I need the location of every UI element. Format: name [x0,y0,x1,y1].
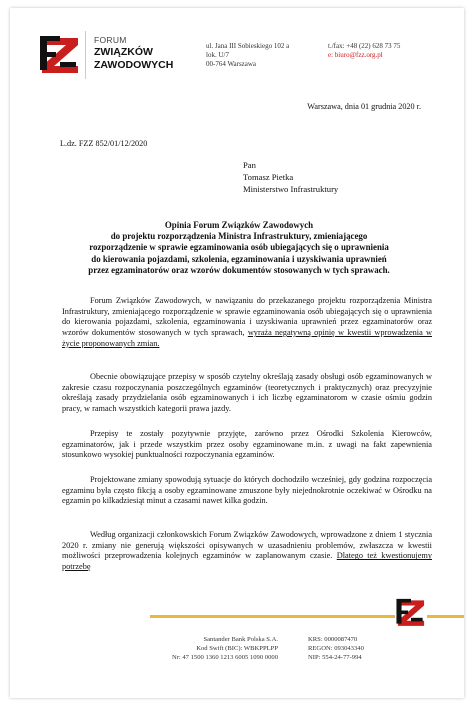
letter-date: Warszawa, dnia 01 grudnia 2020 r. [307,102,421,111]
krs-number: KRS: 0000087470 [308,636,358,643]
paragraph-text: Forum Związków Zawodowych, w nawiązaniu do przekazanego projektu rozporządzenia Ministra Infrastruktury, zmieniającego rozporządzenie w sprawie egzaminowania osób ubiegających się o uprawnienia do kierowania pojazdami, szkolenia, egzaminowania i uzyskiwania uprawnień przez egzaminatorów oraz wzorów dokumentów stosowanych w tych sprawach, [62,296,432,338]
address-line-2: lok. U/7 [206,51,229,59]
fzz-logo [38,32,82,76]
title-line: do projektu rozporządzenia Ministra Infrastruktury, zmieniającego [110,231,368,242]
org-name-line2: ZAWODOWYCH [94,59,174,71]
paragraph-text: Według organizacji członkowskich Forum Związków Zawodowych, wprowadzone z dniem 1 stycznia 2020 r. zmiany nie generują większości opisywanych w uzasadnieniu problemów, zwłaszcza w kwestii możliwości przeprowadzenia kolejnych egzaminów w zaplanowanym czasie. [62,530,432,561]
body-paragraph [62,296,432,350]
bank-name: Santander Bank Polska S.A. [203,636,278,643]
underlined-statement: Dlatego też kwestionujemy potrzebę [62,551,433,572]
letter-page [10,8,464,698]
bank-swift: Kod Swift (BIC): WBKPPLPP [196,645,278,652]
body-paragraph [62,429,432,461]
reference-number: L.dz. FZZ 852/01/12/2020 [60,139,148,148]
paragraph-text: Projektowane zmiany spowodują sytuacje do których dochodziło wcześniej, gdy godzina rozpoczęcia egzaminu była często fikcją a osoby egzaminowane zmuszone były niejednokrotnie oczekiwać w Ośrodku na egzamin po kilkadziesiąt minut a czasami nawet kilka godzin. [62,475,432,506]
paragraph-text: Przepisy te zostały pozytywnie przyjęte, zarówno przez Ośrodki Szkolenia Kierowców, egzaminatorów, jak i przede wszystkim przez osoby egzaminowane m.in. z uwagi na fakt zapewnienia stosunkowo wysokiej punktualności rozpoczynania egzaminów. [62,429,432,460]
recipient-name: Tomasz Pietka [243,172,294,182]
recipient-salutation: Pan [243,160,256,170]
email-link[interactable]: e: biuro@fzz.org.pl [328,51,383,59]
document-title [48,220,430,276]
nip-number: NIP: 554-24-77-994 [308,654,362,661]
org-forum-label: FORUM [94,35,127,45]
title-line: przez egzaminatorów oraz wzorów dokumentów stosowanych w tych sprawach. [88,264,390,275]
recipient-institution: Ministerstwo Infrastruktury [243,184,339,194]
body-paragraph [62,372,432,415]
title-line: rozporządzenie w sprawie egzaminowania osób ubiegających się o uprawnienia [89,242,389,253]
header-divider [85,31,86,79]
paragraph-text: Obecnie obowiązujące przepisy w sposób czytelny określają zasady obsługi osób egzaminowanych w zakresie czasu rozpoczynania poszczególnych egzaminów (teoretycznych i praktycznych) oraz precyzyjnie określają zasady przydzielania osób egzaminowanych i ich liczbę egzaminatorom w czasie ośmiu godzin pracy, w ramach wszystkich kategorii prawa jazdy. [62,372,432,414]
title-line: Opinia Forum Związków Zawodowych [164,220,314,230]
body-paragraph [62,475,432,507]
org-name-line1: ZWIĄZKÓW [94,46,153,58]
body-paragraph [62,530,432,573]
bank-account: Nr: 47 1500 1360 1213 6005 1090 0000 [171,654,278,661]
title-line: do kierowania pojazdami, szkolenia, egzaminowania i uzyskiwania uprawnień [91,253,387,264]
footer-fzz-logo [394,596,428,628]
address-line-3: 00-764 Warszawa [206,60,257,68]
address-line-1: ul. Jana III Sobieskiego 102 a [206,42,290,50]
regon-number: REGON: 093043340 [308,645,364,652]
underlined-statement: wyraża negatywną opinię w kwestii wprowadzenia w życie proponowanych zmian. [62,328,432,348]
phone-fax: t./fax: +48 (22) 628 73 75 [328,42,401,50]
